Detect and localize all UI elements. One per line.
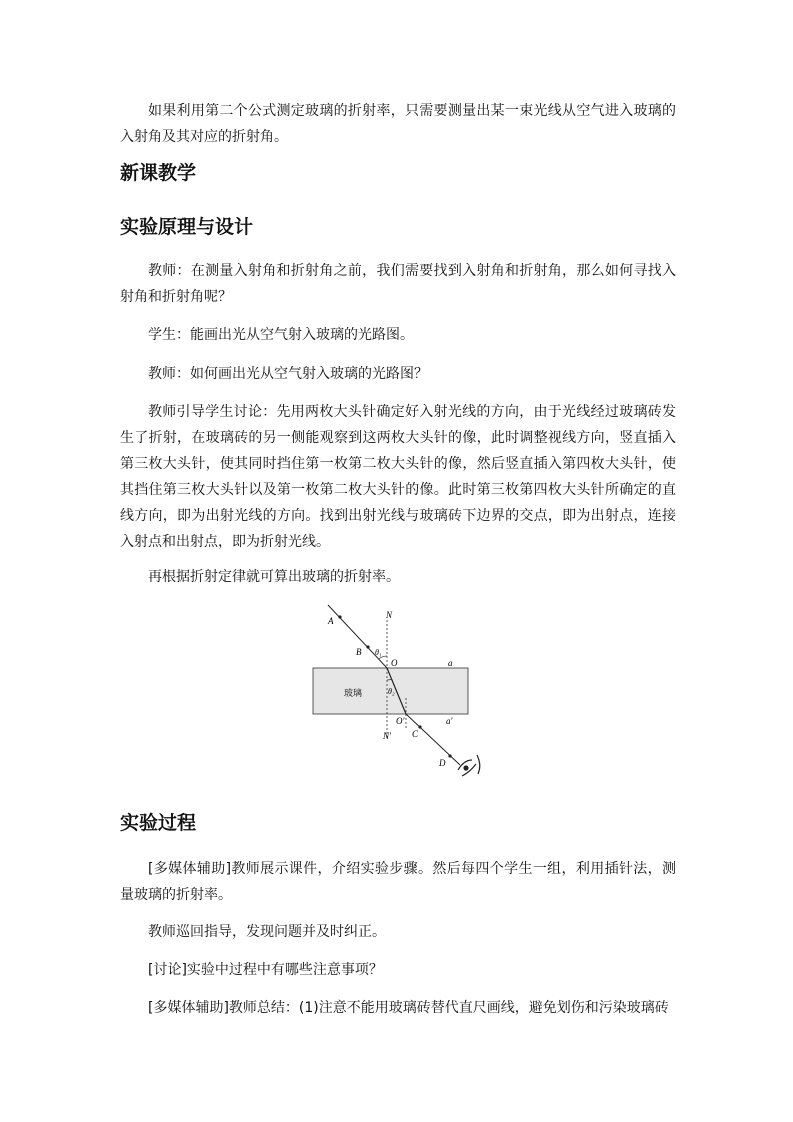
label-a-top-edge: a bbox=[448, 658, 453, 668]
label-n-prime: N′ bbox=[383, 731, 391, 741]
eye-icon bbox=[458, 755, 480, 776]
label-c: C bbox=[412, 729, 419, 739]
label-a-prime: a′ bbox=[446, 716, 453, 726]
label-d: D bbox=[439, 758, 446, 768]
label-glass: 玻璃 bbox=[344, 688, 363, 698]
teacher-guidance-paragraph: 教师巡回指导，发现问题并及时纠正。 bbox=[148, 924, 386, 940]
incident-ray bbox=[328, 605, 387, 668]
label-o: O bbox=[391, 658, 398, 668]
label-theta1: θ₁ bbox=[375, 648, 382, 657]
discussion-paragraph: 教师引导学生讨论：先用两枚大头针确定好入射光线的方向，由于光线经过玻璃砖发生了折射，在玻璃砖的另一侧能观察到这两枚大头针的像，此时调整视线方向，竖直插入第三枚大头针，使其同时挡住第一枚第二枚大头针的像，然后竖直插入第四枚大头针，使其挡住第三枚大头针以及第一枚第二枚大头针的像。此时第三枚第四枚大头针所确定的直线方向，即为出射光线的方向。找到出射光线与玻璃砖下边界的交点，即为出射点，连接入射点和出射点，即为折射光线。 bbox=[120, 404, 676, 550]
teacher-followup-paragraph: 教师：如何画出光从空气射入玻璃的光路图？ bbox=[148, 366, 428, 382]
multimedia-intro-paragraph: [多媒体辅助]教师展示课件，介绍实验步骤。然后每四个学生一组，利用插针法，测量玻璃的折射率。 bbox=[120, 861, 676, 903]
student-answer-paragraph: 学生：能画出光从空气射入玻璃的光路图。 bbox=[148, 327, 414, 343]
label-o-prime: O′ bbox=[396, 716, 405, 726]
teacher-summary-paragraph: [多媒体辅助]教师总结：(1)注意不能用玻璃砖替代直尺画线，避免划伤和污染玻璃砖 bbox=[148, 1000, 669, 1016]
label-theta2: θ₂ bbox=[388, 687, 395, 696]
pin-a bbox=[338, 615, 341, 618]
pin-d bbox=[448, 754, 451, 757]
pin-c bbox=[418, 725, 421, 728]
discussion-question-paragraph: [讨论]实验中过程中有哪些注意事项？ bbox=[148, 962, 383, 978]
refraction-diagram bbox=[300, 600, 500, 790]
intro-paragraph: 如果利用第二个公式测定玻璃的折射率，只需要测量出某一束光线从空气进入玻璃的入射角及其对应的折射角。 bbox=[120, 103, 676, 145]
section-heading-experiment-process: 实验过程 bbox=[120, 812, 197, 834]
teacher-question-paragraph: 教师：在测量入射角和折射角之前，我们需要找到入射角和折射角，那么如何寻找入射角和折射角呢？ bbox=[120, 263, 676, 305]
label-b: B bbox=[356, 647, 362, 657]
section-heading-principle-design: 实验原理与设计 bbox=[120, 216, 254, 238]
conclusion-paragraph: 再根据折射定律就可算出玻璃的折射率。 bbox=[148, 569, 400, 585]
pin-b bbox=[366, 645, 369, 648]
label-n: N bbox=[386, 610, 393, 620]
section-heading-new-lesson: 新课教学 bbox=[120, 162, 197, 184]
label-a: A bbox=[328, 616, 334, 626]
